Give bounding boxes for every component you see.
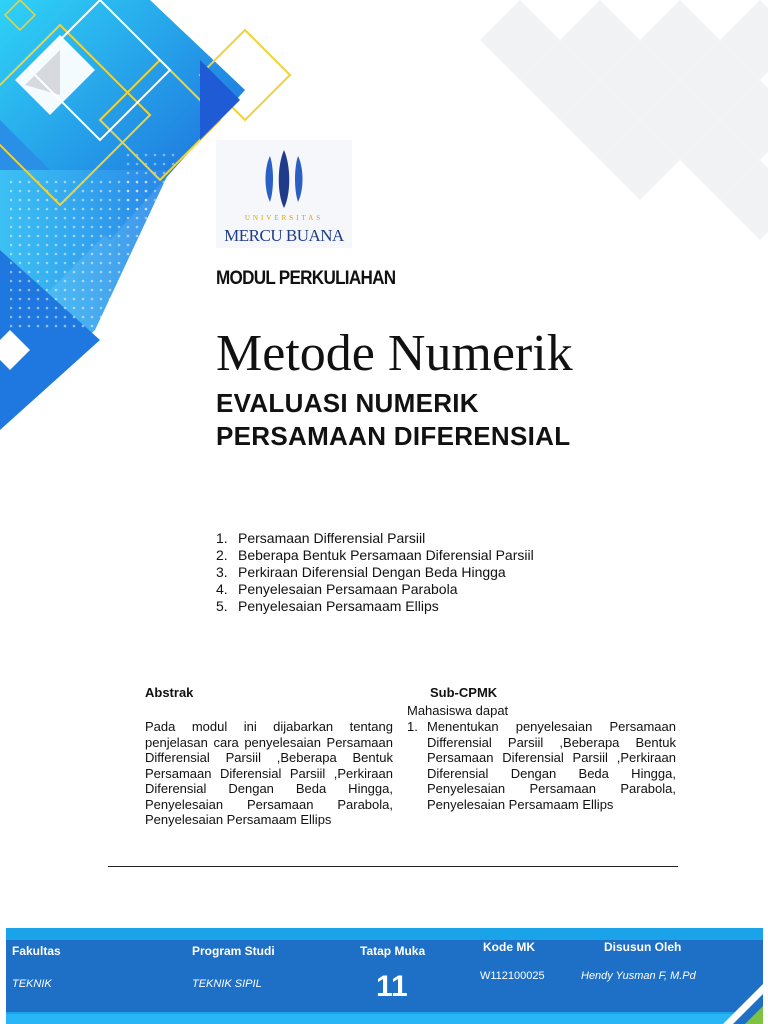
disusun-oleh-label: Disusun Oleh xyxy=(604,940,682,954)
topic-text: Penyelesaian Persamaam Ellips xyxy=(238,598,439,614)
topic-item xyxy=(216,564,534,581)
topic-number: 5. xyxy=(216,598,228,614)
sub-cpmk-lead: Mahasiswa dapat xyxy=(407,703,509,718)
footer-bottom-strip xyxy=(6,1014,763,1024)
module-label: MODUL PERKULIAHAN xyxy=(216,268,396,289)
logo-university-name: MERCU BUANA xyxy=(224,226,344,245)
subtitle-line-1: EVALUASI NUMERIK xyxy=(216,388,479,418)
abstract-heading: Abstrak xyxy=(145,685,194,700)
topic-number: 1. xyxy=(216,530,228,546)
university-logo xyxy=(216,140,352,248)
disusun-oleh-value: Hendy Yusman F, M.Pd xyxy=(581,970,696,982)
topic-text: Beberapa Bentuk Persamaan Diferensial Parsiil xyxy=(238,547,534,563)
topic-number: 3. xyxy=(216,564,228,580)
topic-text: Perkiraan Diferensial Dengan Beda Hingga xyxy=(238,564,506,580)
sub-cpmk-heading: Sub-CPMK xyxy=(430,685,498,700)
sub-cpmk-item-text: Menentukan penyelesaian Persamaan Differensial Parsiil ,Beberapa Bentuk Persamaan Diferensial Parsiil ,Perkiraan Diferensial Dengan Beda Hingga, Penyelesaian Persamaan Parabola, Penyelesaian Persamaam Ellips xyxy=(427,719,676,812)
abstract-text: Pada modul ini dijabarkan tentang penjelasan cara penyelesaian Persamaan Differensial Parsiil ,Beberapa Bentuk Persamaan Diferensial Parsiil ,Perkiraan Diferensial Dengan Beda Hingga, Penyelesaian Persamaan Parabola, Penyelesaian Persamaam Ellips xyxy=(145,719,393,827)
subtitle-line-2: PERSAMAAN DIFERENSIAL xyxy=(216,421,571,451)
kode-mk-label: Kode MK xyxy=(483,940,535,954)
topic-item xyxy=(216,598,534,615)
topic-list xyxy=(216,530,534,615)
kode-mk-value: W112100025 xyxy=(480,970,545,982)
section-divider xyxy=(108,866,678,867)
topic-text: Persamaan Differensial Parsiil xyxy=(238,530,426,546)
flame-emblem-icon xyxy=(260,150,308,212)
topic-text: Penyelesaian Persamaan Parabola xyxy=(238,581,458,597)
tatap-muka-label: Tatap Muka xyxy=(360,944,426,958)
module-info-footer xyxy=(6,928,763,1024)
topic-number: 2. xyxy=(216,547,228,563)
course-title: Metode Numerik xyxy=(216,325,573,382)
fakultas-value: TEKNIK xyxy=(12,978,52,990)
program-studi-label: Program Studi xyxy=(192,944,275,958)
program-studi-value: TEKNIK SIPIL xyxy=(192,978,262,990)
tatap-muka-value: 11 xyxy=(376,970,408,1003)
fakultas-label: Fakultas xyxy=(12,944,61,958)
topic-item xyxy=(216,547,534,564)
corner-stripes-icon xyxy=(703,984,763,1024)
topic-number: 4. xyxy=(216,581,228,597)
topic-item xyxy=(216,530,534,547)
logo-university-label: UNIVERSITAS xyxy=(244,214,324,222)
sub-cpmk-item-number: 1. xyxy=(407,719,418,734)
topic-item xyxy=(216,581,534,598)
